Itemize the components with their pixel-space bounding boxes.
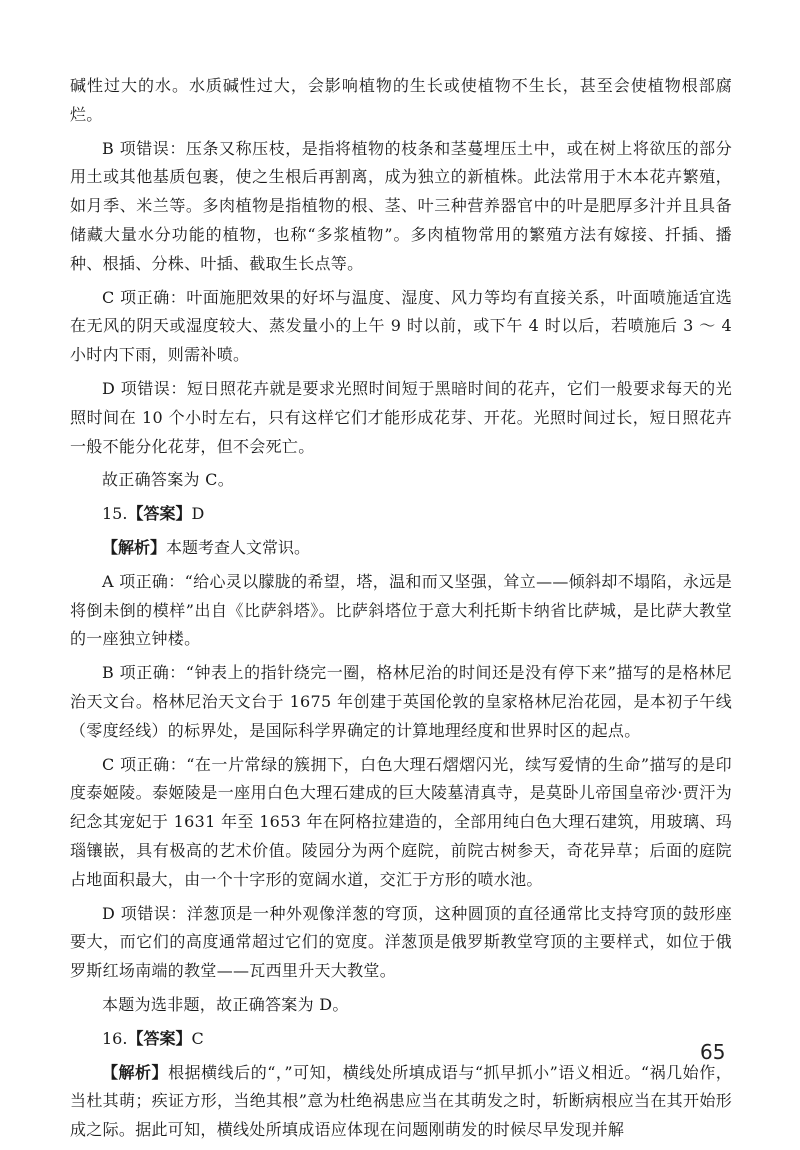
paragraph-option-d: D 项错误：短日照花卉就是要求光照时间短于黑暗时间的花卉，它们一般要求每天的光照时间在 10 个小时左右，只有这样它们才能形成花芽、开花。光照时间过长，短日照花卉一般不能分化花芽，但不会死亡。 — [70, 378, 732, 456]
q15-analysis: 本题考查人文常识。 — [166, 537, 311, 557]
q15-analysis-heading — [70, 534, 732, 563]
q16-number: 16. — [102, 1028, 128, 1048]
q16-answer: C — [191, 1028, 204, 1048]
q15-answer-label: 【答案】 — [127, 504, 192, 524]
q16-answer-label: 【答案】 — [127, 1028, 192, 1048]
q15-number: 15. — [102, 504, 128, 524]
q15-conclusion: 本题为选非题，故正确答案为 D。 — [102, 994, 349, 1014]
q15-option-b: B 项正确：“钟表上的指针绕完一圈，格林尼治的时间还是没有停下来”描写的是格林尼治天文台。格林尼治天文台于 1675 年创建于英国伦敦的皇家格林尼治花园，是本初子午线（零度经线）的标界处，是国际科学界确定的计算地理经度和世界时区的起点。 — [70, 663, 732, 740]
page-content — [70, 72, 732, 1150]
q15-answer-heading — [70, 500, 732, 529]
q16-analysis — [70, 1059, 732, 1145]
q15-option-a: A 项正确：“给心灵以朦胧的希望，塔，温和而又坚强，耸立——倾斜却不塌陷，永远是将倒未倒的模样”出自《比萨斜塔》。比萨斜塔位于意大利托斯卡纳省比萨城，是比萨大教堂的一座独立钟楼。 — [70, 571, 732, 649]
q15-answer: D — [191, 504, 205, 524]
q16-analysis-label: 【解析】 — [102, 1062, 169, 1082]
page-number: 65 — [700, 1040, 726, 1064]
q15-option-d: D 项错误：洋葱顶是一种外观像洋葱的穹顶，这种圆顶的直径通常比支持穹顶的鼓形座要大，而它们的高度通常超过它们的宽度。洋葱顶是俄罗斯教堂穹顶的主要样式，如位于俄罗斯红场南端的教堂——瓦西里升天大教堂。 — [70, 903, 732, 981]
q16-answer-heading — [70, 1025, 732, 1054]
paragraph-continuation: 碱性过大的水。水质碱性过大，会影响植物的生长或使植物不生长，甚至会使植物根部腐烂。 — [70, 76, 732, 124]
paragraph-option-b: B 项错误：压条又称压枝，是指将植物的枝条和茎蔓埋压土中，或在树上将欲压的部分用土或其他基质包裹，使之生根后再割离，成为独立的新植株。此法常用于木本花卉繁殖，如月季、米兰等。多肉植物是指植物的根、茎、叶三种营养器官中的叶是肥厚多汁并且具备储藏大量水分功能的植物，也称“多浆植物”。多肉植物常用的繁殖方法有嫁接、扦插、播种、根插、分株、叶插、截取生长点等。 — [70, 138, 732, 273]
q16-analysis-text: 根据横线后的“，”可知，横线处所填成语与“抓早抓小”语义相近。“祸几始作，当杜其萌；疾证方形，当绝其根”意为杜绝祸患应当在其萌发之时，斩断病根应当在其开始形成之际。据此可知，横线处所填成语应体现在问题刚萌发的时候尽早发现并解 — [70, 1062, 733, 1140]
paragraph-conclusion: 故正确答案为 C。 — [102, 470, 235, 490]
q15-analysis-label: 【解析】 — [102, 537, 167, 557]
paragraph-option-c: C 项正确：叶面施肥效果的好坏与温度、湿度、风力等均有直接关系，叶面喷施适宜选在无风的阴天或湿度较大、蒸发量小的上午 9 时以前，或下午 4 时以后，若喷施后 3 ～ 4 小时内下雨，则需补喷。 — [70, 287, 732, 365]
q15-option-c: C 项正确：“在一片常绿的簇拥下，白色大理石熠熠闪光，续写爱情的生命”描写的是印度泰姬陵。泰姬陵是一座用白色大理石建成的巨大陵墓清真寺，是莫卧儿帝国皇帝沙·贾汗为纪念其宠妃于 1631 年至 1653 年在阿格拉建造的，全部用纯白色大理石建筑，用玻璃、玛瑙镶嵌，具有极高的艺术价值。陵园分为两个庭院，前院古树参天，奇花异草；后面的庭院占地面积最大，由一个十字形的宽阔水道，交汇于方形的喷水池。 — [70, 754, 732, 889]
